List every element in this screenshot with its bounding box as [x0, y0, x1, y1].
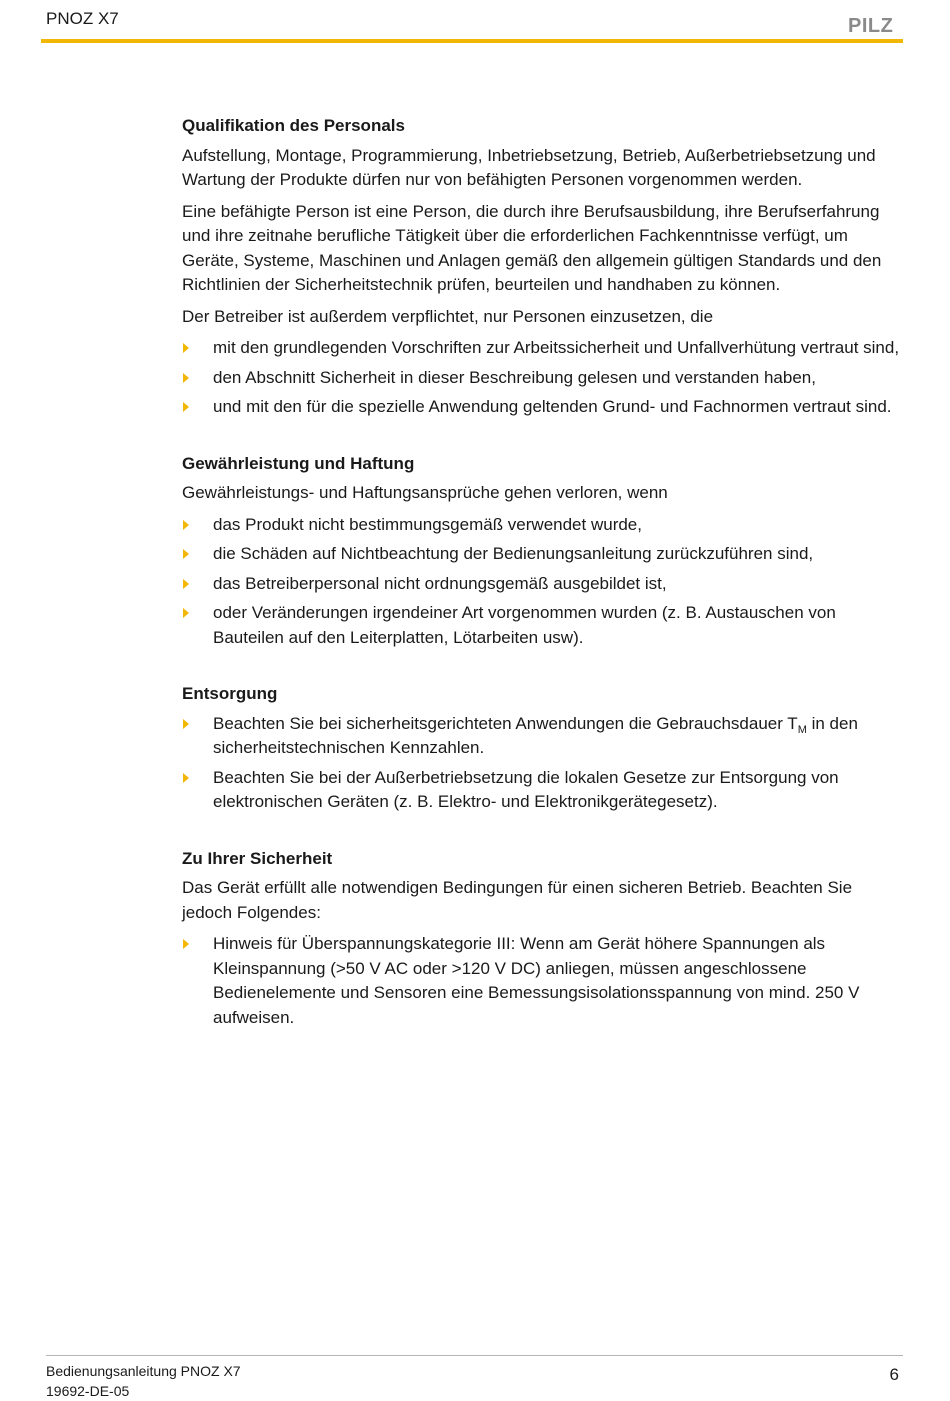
section-disposal [182, 682, 904, 815]
header-rule [41, 39, 903, 43]
section-title: Entsorgung [182, 684, 278, 703]
triangle-bullet-icon [183, 343, 189, 353]
bullet-list [182, 712, 904, 815]
triangle-bullet-icon [183, 579, 189, 589]
page-number: 6 [889, 1365, 899, 1384]
footer-manual-title: Bedienungsanleitung PNOZ X7 [46, 1363, 241, 1379]
text-fragment: in den sicherheitstechnischen Kennzahlen. [213, 713, 858, 757]
section-title: Qualifikation des Personals [182, 116, 405, 135]
bullet-list [182, 932, 904, 1030]
list-item-text: das Betreiberpersonal nicht ordnungsgemäß ausgebildet ist, [213, 573, 667, 593]
list-item-text [213, 714, 858, 758]
section-qualification [182, 114, 904, 420]
paragraph: Eine befähigte Person ist eine Person, die durch ihre Berufsausbildung, ihre Berufserfahrung und ihre zeitnahe berufliche Tätigkeit über die erforderlichen Fachkenntnisse verfügt, um Geräte, Systeme, Maschinen und Anlagen gemäß den allgemein gültigen Standards und den Richtlinien der Sicherheitstechnik prüfen, beurteilen und handhaben zu können. [182, 201, 882, 294]
list-item [182, 513, 904, 538]
list-item [182, 932, 904, 1030]
list-item-text: den Abschnitt Sicherheit in dieser Beschreibung gelesen und verstanden haben, [213, 367, 816, 387]
triangle-bullet-icon [183, 402, 189, 412]
section-safety [182, 847, 904, 1031]
text-fragment: Beachten Sie bei sicherheitsgerichteten Anwendungen die Gebrauchsdauer T [213, 713, 798, 733]
list-item-text: das Produkt nicht bestimmungsgemäß verwendet wurde, [213, 514, 642, 534]
list-item [182, 395, 904, 420]
list-item [182, 366, 904, 391]
list-item-text: die Schäden auf Nichtbeachtung der Bedienungsanleitung zurückzuführen sind, [213, 544, 814, 563]
triangle-bullet-icon [183, 719, 189, 729]
list-item [182, 572, 904, 597]
list-item [182, 712, 904, 761]
triangle-bullet-icon [183, 939, 189, 949]
section-title: Gewährleistung und Haftung [182, 453, 415, 473]
bullet-list [182, 513, 904, 651]
paragraph: Aufstellung, Montage, Programmierung, Inbetriebsetzung, Betrieb, Außerbetriebsetzung und Wartung der Produkte dürfen nur von befähigten Personen vorgenommen werden. [182, 145, 876, 189]
subscript: M [797, 723, 807, 736]
list-item-text: und mit den für die spezielle Anwendung geltenden Grund- und Fachnormen vertraut sind. [213, 397, 892, 416]
paragraph: Der Betreiber ist außerdem verpflichtet, nur Personen einzusetzen, die [182, 306, 714, 326]
triangle-bullet-icon [183, 549, 189, 559]
list-item [182, 766, 904, 815]
triangle-bullet-icon [183, 773, 189, 783]
triangle-bullet-icon [183, 373, 189, 383]
triangle-bullet-icon [183, 608, 189, 618]
list-item [182, 601, 904, 650]
footer-rule [46, 1355, 903, 1356]
list-item-text: oder Veränderungen irgendeiner Art vorgenommen wurden (z. B. Austauschen von Bauteilen auf den Leiterplatten, Lötarbeiten usw). [213, 603, 836, 647]
list-item-text: Beachten Sie bei der Außerbetriebsetzung die lokalen Gesetze zur Entsorgung von elektronischen Geräten (z. B. Elektro- und Elektronikgerätegesetz). [213, 767, 839, 811]
footer-doc-number: 19692-DE-05 [46, 1383, 130, 1399]
section-title: Zu Ihrer Sicherheit [182, 848, 333, 868]
triangle-bullet-icon [183, 520, 189, 530]
footer-info [46, 1361, 241, 1401]
main-content [182, 114, 904, 1035]
logo-text: PILZ [848, 15, 894, 36]
paragraph: Das Gerät erfüllt alle notwendigen Bedingungen für einen sicheren Betrieb. Beachten Sie jedoch Folgendes: [182, 878, 853, 922]
bullet-list [182, 336, 904, 420]
list-item [182, 336, 904, 361]
list-item-text: mit den grundlegenden Vorschriften zur Arbeitssicherheit und Unfallverhütung vertraut sind, [213, 338, 900, 357]
section-warranty [182, 452, 904, 651]
header-title: PNOZ X7 [46, 9, 119, 28]
list-item-text: Hinweis für Überspannungskategorie III: Wenn am Gerät höhere Spannungen als Kleinspannung (>50 V AC oder >120 V DC) anliegen, müssen angeschlossene Bedienelemente und Sensoren eine Bemessungsisolationsspannung von mind. 250 V aufweisen. [213, 934, 860, 1027]
pilz-logo [848, 14, 904, 36]
list-item [182, 542, 904, 567]
paragraph: Gewährleistungs- und Haftungsansprüche gehen verloren, wenn [182, 483, 668, 502]
